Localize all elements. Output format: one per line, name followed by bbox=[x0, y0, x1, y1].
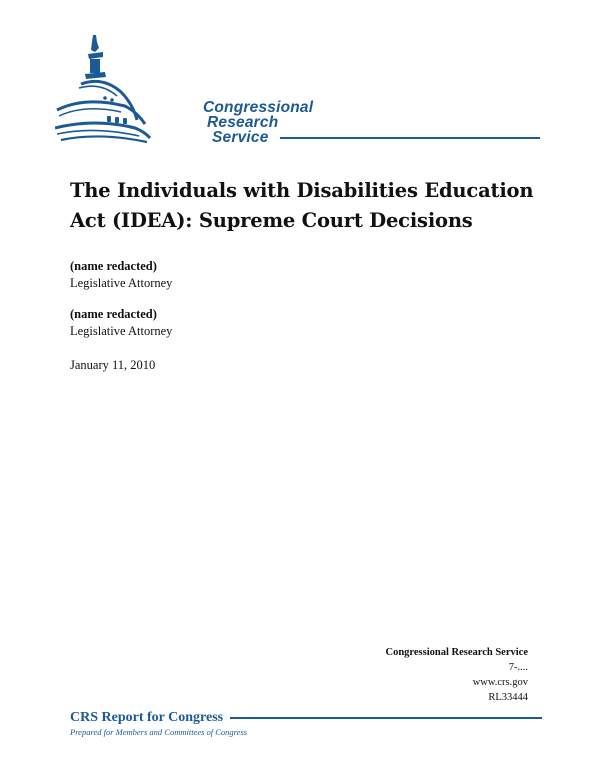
page-title bbox=[70, 176, 550, 236]
logo-divider bbox=[280, 137, 540, 139]
crs-logo bbox=[55, 32, 545, 147]
author-block bbox=[70, 306, 172, 340]
author-role: Legislative Attorney bbox=[70, 324, 173, 338]
meta-website-link[interactable]: www.crs.gov bbox=[472, 677, 528, 688]
capitol-dome-icon bbox=[55, 32, 155, 147]
logo-line-research: Research bbox=[207, 114, 279, 131]
meta-organization: Congressional Research Service bbox=[385, 647, 528, 658]
meta-phone: 7-.... bbox=[508, 662, 528, 673]
report-meta bbox=[385, 645, 528, 705]
meta-report-number: RL33444 bbox=[488, 692, 528, 703]
title-line-1: The Individuals with Disabilities Education bbox=[70, 179, 534, 202]
logo-line-congressional: Congressional bbox=[203, 99, 314, 116]
author-name: (name redacted) bbox=[70, 259, 157, 273]
footer-divider bbox=[230, 717, 542, 719]
author-block bbox=[70, 258, 172, 292]
footer-brand: CRS Report for Congress bbox=[70, 710, 224, 725]
report-date: January 11, 2010 bbox=[70, 358, 156, 372]
author-role: Legislative Attorney bbox=[70, 276, 173, 290]
title-line-2: Act (IDEA): Supreme Court Decisions bbox=[70, 209, 473, 232]
footer bbox=[70, 706, 545, 737]
footer-tagline: Prepared for Members and Committees of Congress bbox=[70, 727, 248, 737]
author-name: (name redacted) bbox=[70, 307, 157, 321]
logo-line-service: Service bbox=[212, 129, 269, 146]
